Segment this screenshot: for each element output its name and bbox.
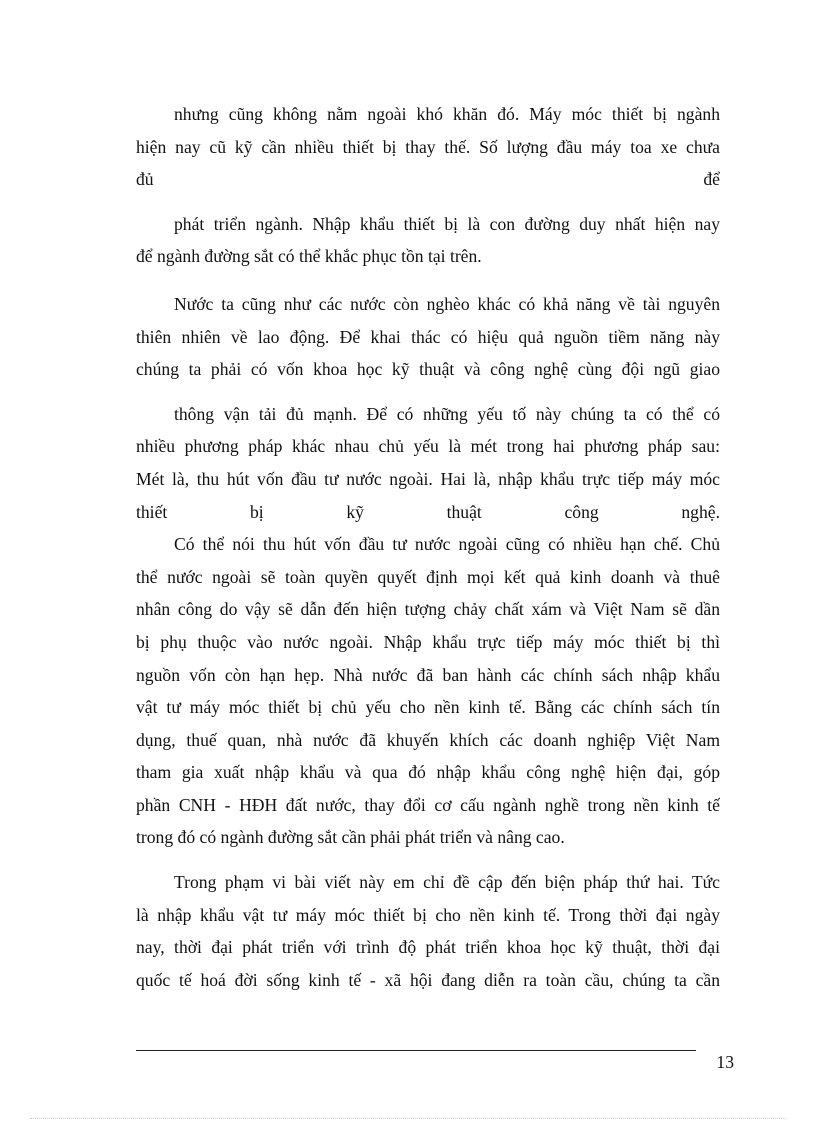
paragraph-3: [136, 288, 720, 386]
text-line: thể nước ngoài sẽ toàn quyền quyết định mọi kết quả kinh doanh và thuê: [136, 566, 720, 587]
text-line: Có thể nói thu hút vốn đầu tư nước ngoài cũng có nhiều hạn chế. Chủ: [174, 534, 720, 555]
text-line: đủ để: [136, 169, 720, 190]
page-edge-divider: [30, 1118, 786, 1119]
text-line: tham gia xuất nhập khẩu và qua đó nhập khẩu công nghệ hiện đại, góp: [136, 762, 720, 783]
text-line: phát triển ngành. Nhập khẩu thiết bị là con đường duy nhất hiện nay: [174, 213, 720, 234]
paragraph-5: [136, 528, 720, 854]
text-line: hiện nay cũ kỹ cần nhiều thiết bị thay thế. Số lượng đầu máy toa xe chưa: [136, 136, 720, 157]
text-line: là nhập khẩu vật tư máy móc thiết bị cho nền kinh tế. Trong thời đại ngày: [136, 904, 720, 925]
text-line: Nước ta cũng như các nước còn nghèo khác có khả năng về tài nguyên: [174, 293, 720, 314]
text-line: nay, thời đại phát triển với trình độ phát triển khoa học kỹ thuật, thời đại: [136, 937, 720, 958]
paragraph-4: [136, 398, 720, 528]
page-number: 13: [716, 1052, 734, 1072]
text-line: nhưng cũng không nằm ngoài khó khăn đó. Máy móc thiết bị ngành: [174, 104, 720, 124]
text-line: Mét là, thu hút vốn đầu tư nước ngoài. Hai là, nhập khẩu trực tiếp máy móc: [136, 468, 720, 489]
text-line: nhiều phương pháp khác nhau chủ yếu là mét trong hai phương pháp sau:: [136, 436, 720, 457]
text-line: chúng ta phải có vốn khoa học kỹ thuật và công nghệ cùng đội ngũ giao: [136, 359, 720, 380]
text-line: thông vận tải đủ mạnh. Để có những yếu tố này chúng ta có thể có: [174, 403, 720, 424]
text-line: quốc tế hoá đời sống kinh tế - xã hội đang diễn ra toàn cầu, chúng ta cần: [136, 969, 720, 990]
footer-rule: [136, 1050, 696, 1051]
text-line: thiết bị kỹ thuật công nghệ.: [136, 501, 720, 522]
text-line: trong đó có ngành đường sắt cần phải phát triển và nâng cao.: [136, 827, 565, 848]
text-line: Trong phạm vi bài viết này em chỉ đề cập đến biện pháp thứ hai. Tức: [174, 872, 720, 893]
paragraph-6: [136, 866, 720, 996]
paragraph-1: [136, 98, 720, 196]
text-line: để ngành đường sắt có thể khắc phục tồn tại trên.: [136, 246, 482, 267]
text-line: thiên nhiên về lao động. Để khai thác có hiệu quả nguồn tiềm năng này: [136, 326, 720, 347]
text-line: nhân công do vậy sẽ dẫn đến hiện tượng chảy chất xám và Việt Nam sẽ dần: [136, 599, 720, 620]
text-line: nguồn vốn còn hạn hẹp. Nhà nước đã ban hành các chính sách nhập khẩu: [136, 664, 720, 685]
body-text: [136, 98, 720, 996]
paragraph-2: [136, 208, 720, 273]
text-line: bị phụ thuộc vào nước ngoài. Nhập khẩu trực tiếp máy móc thiết bị thì: [136, 631, 720, 652]
text-line: phần CNH - HĐH đất nước, thay đổi cơ cấu ngành nghề trong nền kinh tế: [136, 794, 720, 815]
text-line: dụng, thuế quan, nhà nước đã khuyến khích các doanh nghiệp Việt Nam: [136, 729, 720, 750]
text-line: vật tư máy móc thiết bị chủ yếu cho nền kinh tế. Bằng các chính sách tín: [136, 697, 720, 718]
